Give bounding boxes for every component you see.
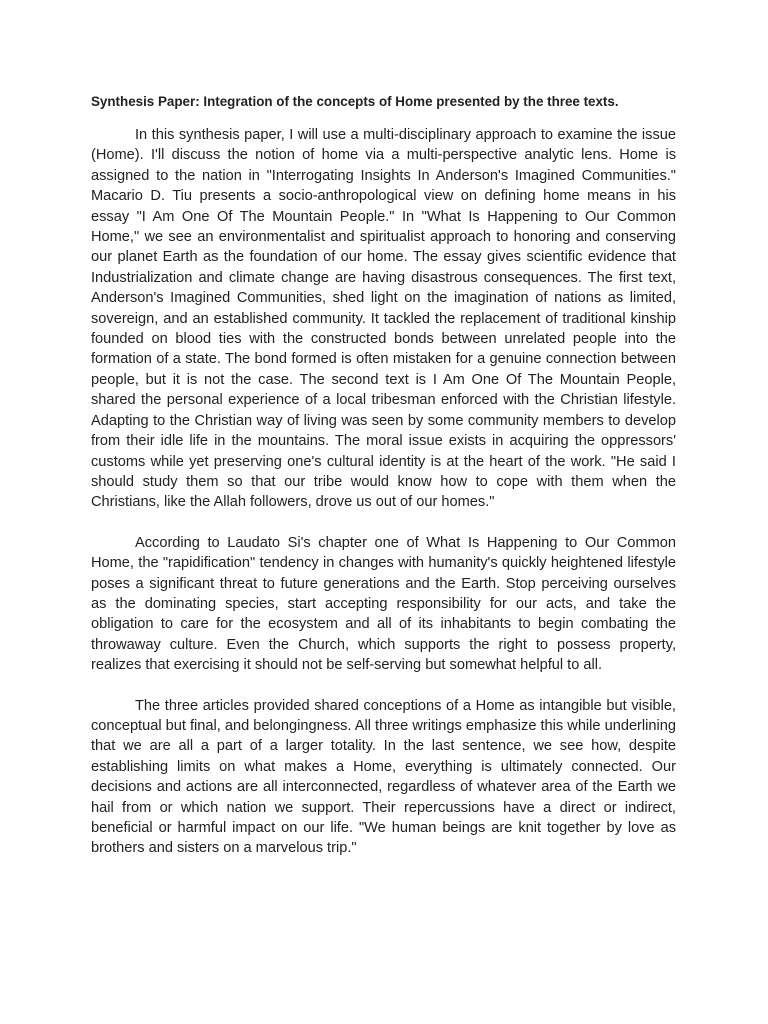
document-page — [91, 92, 676, 879]
paragraph-conclusion: The three articles provided shared conceptions of a Home as intangible but visible, conceptual but final, and belongingness. All three writings emphasize this while underlining that we are all a part of a larger totality. In the last sentence, we see how, despite establishing limits on what makes a Home, everything is ultimately connected. Our decisions and actions are all interconnected, regardless of whatever area of the Earth we hail from or which nation we support. Their repercussions have a direct or indirect, beneficial or harmful impact on our life. "We human beings are knit together by love as brothers and sisters on a marvelous trip." — [91, 697, 676, 857]
paragraph-laudato-si: According to Laudato Si's chapter one of What Is Happening to Our Common Home, the "rapidification" tendency in changes with humanity's quickly heightened lifestyle poses a significant threat to future generations and the Earth. Stop perceiving ourselves as the dominating species, start accepting responsibility for our acts, and take the obligation to care for the ecosystem and all of its inhabitants to begin combating the throwaway culture. Even the Church, which supports the right to possess property, realizes that exercising it should not be self-serving but somewhat helpful to all. — [91, 534, 676, 674]
document-title: Synthesis Paper: Integration of the concepts of Home presented by the three texts. — [91, 94, 619, 109]
paragraph-introduction: In this synthesis paper, I will use a multi-disciplinary approach to examine the issue (Home). I'll discuss the notion of home via a multi-perspective analytic lens. Home is assigned to the nation in "Interrogating Insights In Anderson's Imagined Communities." Macario D. Tiu presents a socio-anthropological view on defining home means in his essay "I Am One Of The Mountain People." In "What Is Happening to Our Common Home," we see an environmentalist and spiritualist approach to honoring and conserving our planet Earth as the foundation of our home. The essay gives scientific evidence that Industrialization and climate change are having disastrous consequences. The first text, Anderson's Imagined Communities, shed light on the imagination of nations as limited, sovereign, and an established community. It tackled the replacement of traditional kinship founded on blood ties with the constructed bonds between unrelated people into the formation of a state. The bond formed is often mistaken for a genuine connection between people, but it is not the case. The second text is I Am One Of The Mountain People, shared the personal experience of a local tribesman enforced with the Christian lifestyle. Adapting to the Christian way of living was seen by some community members to develop from their idle life in the mountains. The moral issue exists in acquiring the oppressors' customs while yet preserving one's cultural identity is at the heart of the work. "He said I should study them so that our tribe would know how to cope with them when the Christians, like the Allah followers, drove us out of our homes." — [91, 127, 676, 511]
